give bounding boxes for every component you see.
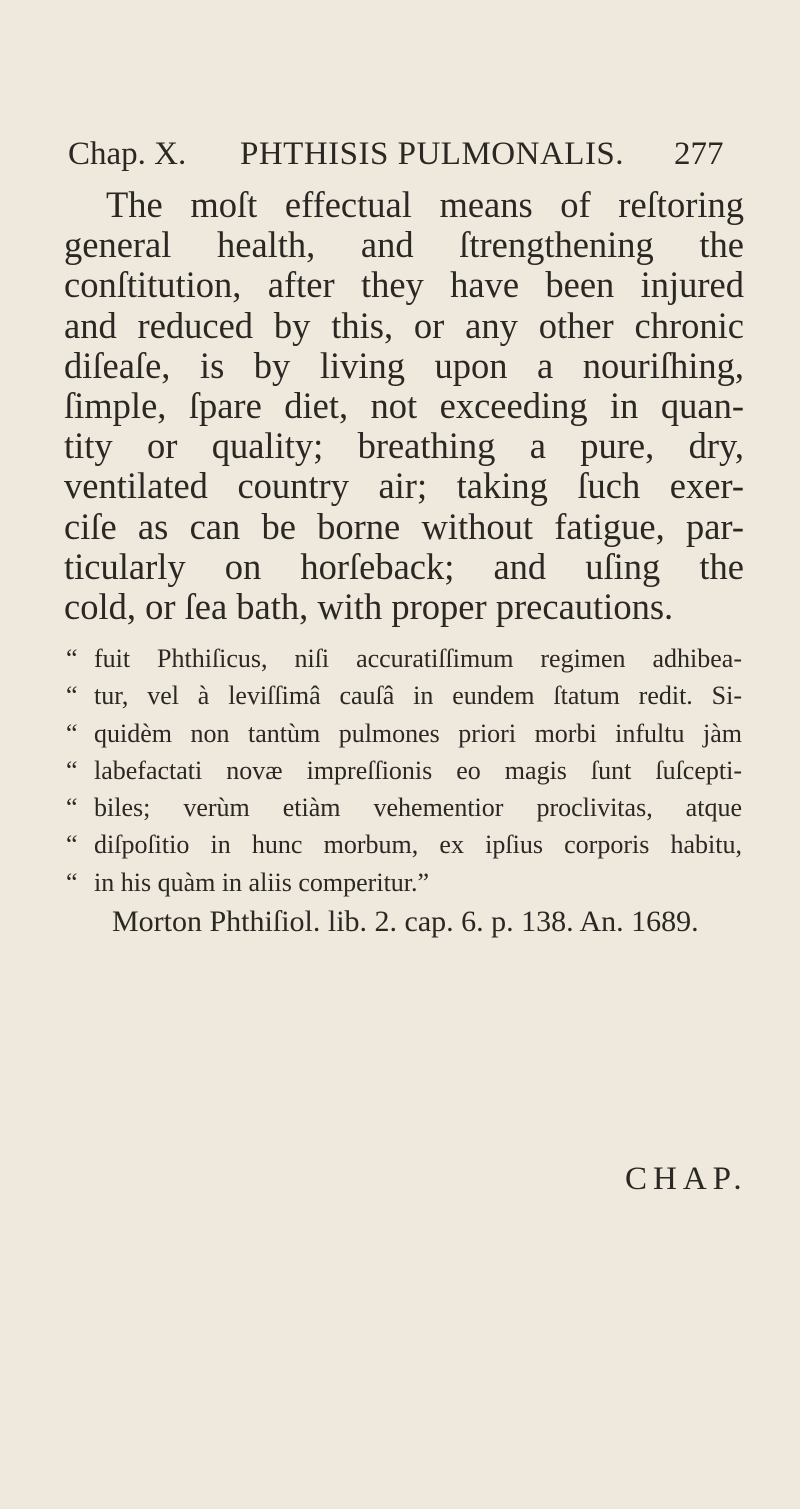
quote-text: biles; verùm etiàm vehementior proclivitas, atque <box>94 793 742 823</box>
quote-mark: “ <box>66 793 78 823</box>
body-paragraph <box>64 185 744 627</box>
quote-text: quidèm non tantùm pulmones priori morbi infultu jàm <box>94 718 742 748</box>
quote-mark: “ <box>66 644 78 673</box>
page-number: 277 <box>674 136 724 172</box>
quote-line <box>66 640 742 677</box>
body-line: cold, or ſea bath, with proper precautions. <box>64 586 674 628</box>
latin-quotation <box>66 640 742 901</box>
citation: Morton Phthiſiol. lib. 2. cap. 6. p. 138. An. 1689. <box>112 905 699 938</box>
running-title: PHTHISIS PULMONALIS. <box>240 136 625 172</box>
body-line: The moſt effectual means of reſtoring <box>106 184 744 225</box>
quote-mark: “ <box>66 718 78 748</box>
quote-line <box>66 677 742 714</box>
quote-line <box>66 789 742 826</box>
quote-mark: “ <box>66 755 78 785</box>
quote-text: diſpoſitio in hunc morbum, ex ipſius corporis habitu, <box>94 830 742 860</box>
quote-text: in his quàm in aliis comperitur.” <box>94 867 430 897</box>
catchword: CHAP. <box>625 1161 748 1197</box>
quote-line <box>66 752 742 789</box>
body-line: diſeaſe, is by living upon a nouriſhing, <box>64 344 744 386</box>
quote-text: tur, vel à leviſſimâ cauſâ in eundem ſtatum redit. Si- <box>94 681 742 711</box>
quote-mark: “ <box>66 681 78 711</box>
body-line: ticularly on horſeback; and uſing the <box>64 545 744 587</box>
quote-line <box>66 864 742 901</box>
body-line: and reduced by this, or any other chronic <box>64 304 744 346</box>
chapter-label: Chap. X. <box>68 136 187 172</box>
quote-text: fuit Phthiſicus, niſi accuratiſſimum regimen adhibea- <box>94 644 742 673</box>
quote-line <box>66 826 742 863</box>
body-line: conſtitution, after they have been injured <box>64 264 744 306</box>
body-line: ciſe as can be borne without fatigue, par- <box>64 505 744 547</box>
quote-text: labefactati novæ impreſſionis eo magis ſunt ſuſcepti- <box>94 755 742 785</box>
body-line: general health, and ſtrengthening the <box>64 224 744 266</box>
body-line: ventilated country air; taking ſuch exer- <box>64 465 744 507</box>
quote-mark: “ <box>66 830 78 860</box>
body-line: ſimple, ſpare diet, not exceeding in quan- <box>64 385 744 427</box>
body-line: tity or quality; breathing a pure, dry, <box>64 425 744 467</box>
quote-mark: “ <box>66 867 78 897</box>
quote-line <box>66 715 742 752</box>
